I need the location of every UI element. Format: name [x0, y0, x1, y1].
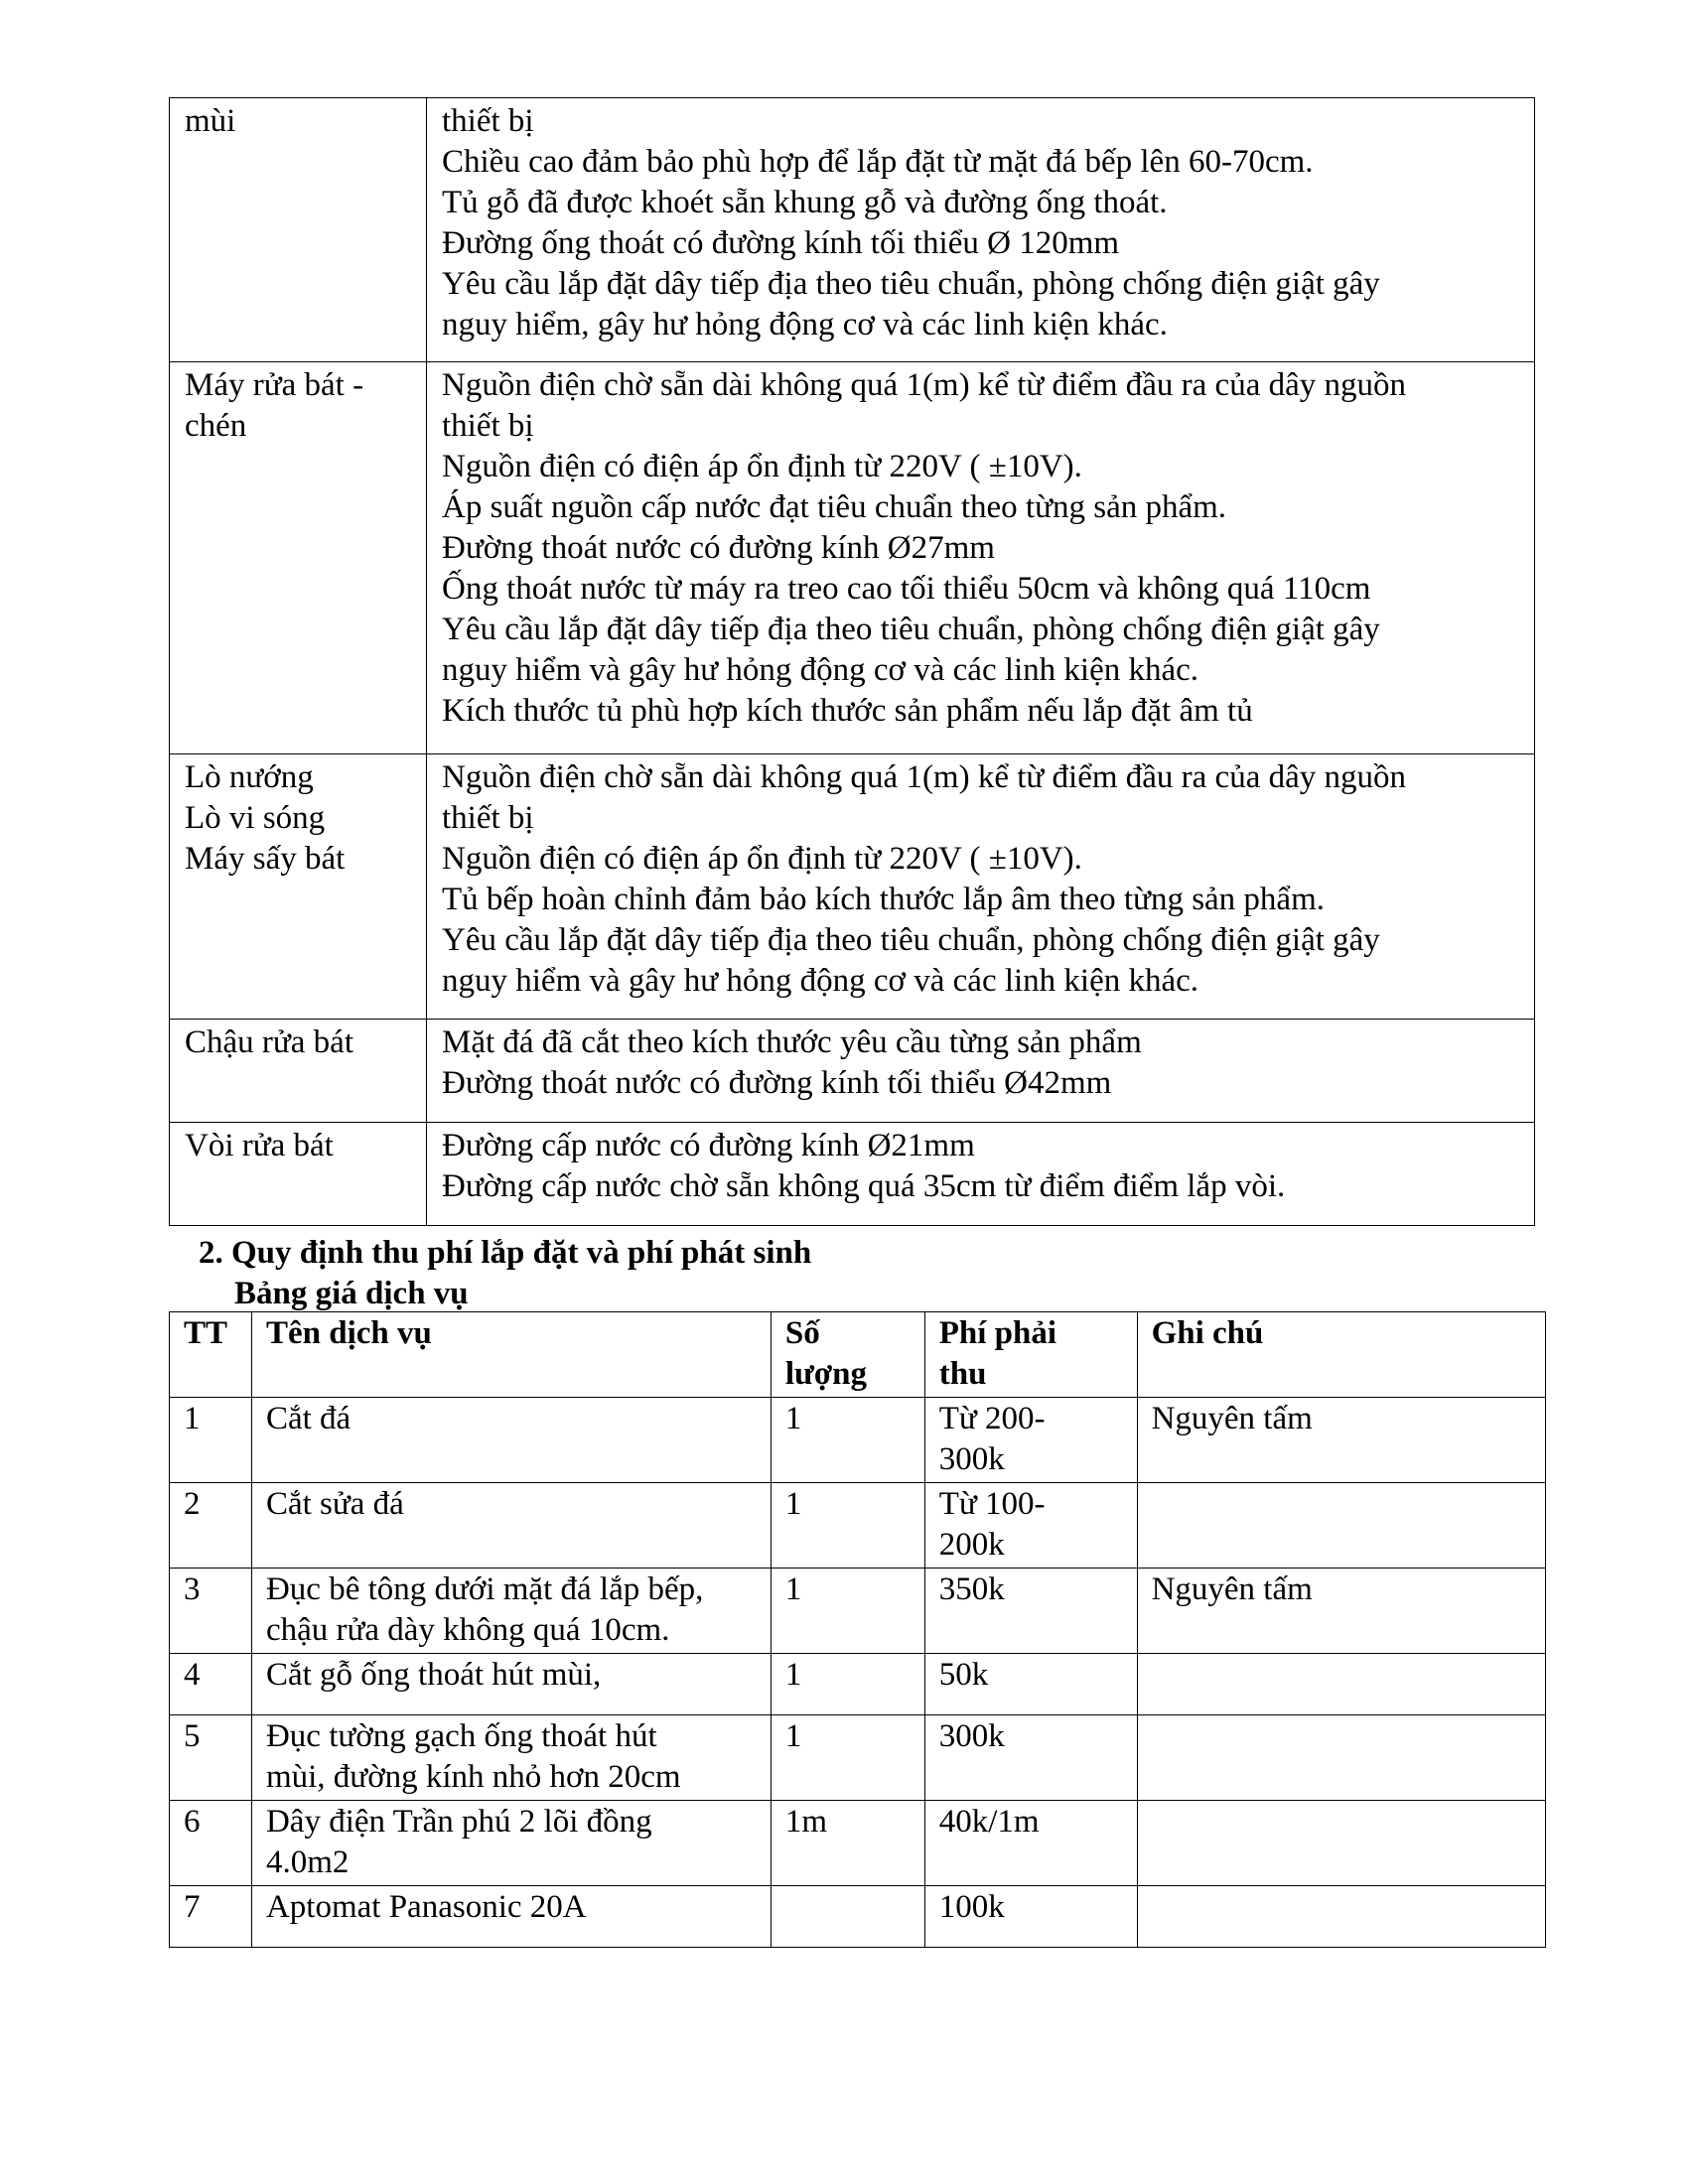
- requirement-line: Đường cấp nước chờ sẵn không quá 35cm từ điểm điểm lắp vòi.: [442, 1168, 1286, 1204]
- cell-fee: [924, 1886, 1137, 1948]
- cell-fee: [924, 1483, 1137, 1569]
- header-label: Ghi chú: [1151, 1315, 1264, 1351]
- fee-line: Từ 100-: [938, 1486, 1046, 1522]
- requirements-cell: [427, 1123, 1535, 1226]
- fee-line: 40k/1m: [938, 1804, 1040, 1840]
- cell-note: [1137, 1483, 1545, 1569]
- requirements-cell: [427, 362, 1535, 754]
- header-quantity: [771, 1312, 924, 1398]
- price-table-title: Bảng giá dịch vụ: [234, 1276, 469, 1311]
- requirement-line: Nguồn điện có điện áp ổn định từ 220V ( ±10V).: [442, 449, 1082, 484]
- table-header-row: [170, 1312, 1546, 1398]
- fee-line: 50k: [938, 1657, 989, 1693]
- requirements-cell: [427, 754, 1535, 1020]
- cell-tt: 7: [170, 1886, 252, 1948]
- service-line: Đục tường gạch ống thoát hút: [265, 1718, 657, 1754]
- cell-tt: 4: [170, 1654, 252, 1715]
- service-line: mùi, đường kính nhỏ hơn 20cm: [265, 1759, 681, 1795]
- service-line: Aptomat Panasonic 20A: [265, 1889, 587, 1925]
- device-cell: [170, 98, 427, 362]
- cell-note: [1137, 1715, 1545, 1801]
- cell-service: [251, 1483, 771, 1569]
- cell-service: [251, 1569, 771, 1654]
- device-name: Lò nướng: [185, 759, 314, 795]
- device-name: mùi: [185, 103, 236, 139]
- cell-tt: 5: [170, 1715, 252, 1801]
- table-row: [170, 1569, 1546, 1654]
- requirement-line: Đường cấp nước có đường kính Ø21mm: [442, 1128, 975, 1163]
- cell-note: Nguyên tấm: [1137, 1569, 1545, 1654]
- header-label: thu: [938, 1356, 987, 1392]
- device-name: Chậu rửa bát: [185, 1024, 353, 1060]
- requirement-line: Nguồn điện có điện áp ổn định từ 220V ( ±10V).: [442, 841, 1082, 877]
- requirement-line: Kích thước tủ phù hợp kích thước sản phẩm nếu lắp đặt âm tủ: [442, 693, 1253, 729]
- service-line: Cắt sửa đá: [265, 1486, 404, 1522]
- cell-fee: [924, 1398, 1137, 1483]
- fee-line: 300k: [938, 1441, 1005, 1477]
- requirement-line: nguy hiểm, gây hư hỏng động cơ và các linh kiện khác.: [442, 307, 1168, 342]
- cell-fee: [924, 1801, 1137, 1886]
- requirement-line: Mặt đá đã cắt theo kích thước yêu cầu từng sản phẩm: [442, 1024, 1142, 1060]
- requirement-line: nguy hiểm và gây hư hỏng động cơ và các linh kiện khác.: [442, 963, 1199, 999]
- service-line: Cắt gỗ ống thoát hút mùi,: [265, 1657, 602, 1693]
- device-cell: [170, 754, 427, 1020]
- table-row: [170, 362, 1535, 754]
- header-fee: [924, 1312, 1137, 1398]
- device-cell: [170, 1123, 427, 1226]
- price-table: [169, 1311, 1546, 1948]
- requirement-line: Nguồn điện chờ sẵn dài không quá 1(m) kể từ điểm đầu ra của dây nguồn: [442, 367, 1407, 403]
- requirement-line: Đường thoát nước có đường kính tối thiểu Ø42mm: [442, 1065, 1112, 1101]
- table-row: [170, 1483, 1546, 1569]
- requirement-line: Ống thoát nước từ máy ra treo cao tối thiểu 50cm và không quá 110cm: [442, 571, 1371, 607]
- requirement-line: Yêu cầu lắp đặt dây tiếp địa theo tiêu chuẩn, phòng chống điện giật gây: [442, 922, 1380, 958]
- table-row: [170, 1123, 1535, 1226]
- service-line: Dây điện Trần phú 2 lõi đồng: [265, 1804, 652, 1840]
- cell-tt: 3: [170, 1569, 252, 1654]
- table-row: [170, 1886, 1546, 1948]
- requirement-line: thiết bị: [442, 800, 534, 836]
- cell-quantity: 1: [771, 1654, 924, 1715]
- table-row: [170, 1398, 1546, 1483]
- device-name: Máy sấy bát: [185, 841, 346, 877]
- device-cell: [170, 1020, 427, 1123]
- service-line: chậu rửa dày không quá 10cm.: [265, 1612, 670, 1648]
- fee-line: Từ 200-: [938, 1401, 1046, 1436]
- device-name: chén: [185, 408, 247, 444]
- requirement-line: Tủ bếp hoàn chỉnh đảm bảo kích thước lắp âm theo từng sản phẩm.: [442, 882, 1326, 917]
- requirement-line: Tủ gỗ đã được khoét sẵn khung gỗ và đường ống thoát.: [442, 185, 1168, 220]
- section-heading: 2. Quy định thu phí lắp đặt và phí phát sinh: [199, 1235, 812, 1271]
- cell-fee: [924, 1654, 1137, 1715]
- cell-service: [251, 1654, 771, 1715]
- requirement-line: Yêu cầu lắp đặt dây tiếp địa theo tiêu chuẩn, phòng chống điện giật gây: [442, 612, 1380, 647]
- table-row: [170, 1654, 1546, 1715]
- table-row: [170, 1801, 1546, 1886]
- device-name: Máy rửa bát -: [185, 367, 364, 403]
- cell-tt: 2: [170, 1483, 252, 1569]
- table-row: [170, 754, 1535, 1020]
- cell-quantity: [771, 1886, 924, 1948]
- table-row: [170, 98, 1535, 362]
- device-cell: [170, 362, 427, 754]
- header-service: [251, 1312, 771, 1398]
- cell-tt: 6: [170, 1801, 252, 1886]
- cell-service: [251, 1801, 771, 1886]
- cell-quantity: 1m: [771, 1801, 924, 1886]
- requirements-cell: [427, 98, 1535, 362]
- cell-service: [251, 1398, 771, 1483]
- service-line: Cắt đá: [265, 1401, 352, 1436]
- requirement-line: Áp suất nguồn cấp nước đạt tiêu chuẩn theo từng sản phẩm.: [442, 489, 1227, 525]
- header-label: Số: [784, 1315, 820, 1351]
- cell-note: [1137, 1886, 1545, 1948]
- requirements-cell: [427, 1020, 1535, 1123]
- cell-tt: 1: [170, 1398, 252, 1483]
- requirement-line: Chiều cao đảm bảo phù hợp để lắp đặt từ mặt đá bếp lên 60-70cm.: [442, 144, 1314, 180]
- fee-line: 300k: [938, 1718, 1005, 1754]
- header-label: TT: [184, 1315, 228, 1351]
- table-row: [170, 1020, 1535, 1123]
- cell-quantity: 1: [771, 1483, 924, 1569]
- header-label: Tên dịch vụ: [265, 1315, 432, 1351]
- header-note: [1137, 1312, 1545, 1398]
- service-line: Đục bê tông dưới mặt đá lắp bếp,: [265, 1571, 704, 1607]
- device-requirements-table: [169, 97, 1535, 1226]
- requirement-line: nguy hiểm và gây hư hỏng động cơ và các linh kiện khác.: [442, 652, 1199, 688]
- fee-line: 100k: [938, 1889, 1005, 1925]
- table-row: [170, 1715, 1546, 1801]
- header-label: lượng: [784, 1356, 867, 1392]
- header-label: Phí phải: [938, 1315, 1057, 1351]
- requirement-line: thiết bị: [442, 408, 534, 444]
- cell-quantity: 1: [771, 1569, 924, 1654]
- requirement-line: Nguồn điện chờ sẵn dài không quá 1(m) kể từ điểm đầu ra của dây nguồn: [442, 759, 1407, 795]
- cell-quantity: 1: [771, 1715, 924, 1801]
- fee-line: 350k: [938, 1571, 1005, 1607]
- cell-note: [1137, 1801, 1545, 1886]
- fee-line: 200k: [938, 1527, 1005, 1563]
- header-tt: [170, 1312, 252, 1398]
- cell-service: [251, 1886, 771, 1948]
- cell-note: [1137, 1654, 1545, 1715]
- cell-fee: [924, 1715, 1137, 1801]
- requirement-line: thiết bị: [442, 103, 534, 139]
- cell-service: [251, 1715, 771, 1801]
- device-name: Lò vi sóng: [185, 800, 326, 836]
- cell-fee: [924, 1569, 1137, 1654]
- device-name: Vòi rửa bát: [185, 1128, 334, 1163]
- cell-quantity: 1: [771, 1398, 924, 1483]
- requirement-line: Đường ống thoát có đường kính tối thiểu Ø 120mm: [442, 225, 1120, 261]
- cell-note: Nguyên tấm: [1137, 1398, 1545, 1483]
- requirement-line: Yêu cầu lắp đặt dây tiếp địa theo tiêu chuẩn, phòng chống điện giật gây: [442, 266, 1380, 302]
- service-line: 4.0m2: [265, 1844, 350, 1880]
- requirement-line: Đường thoát nước có đường kính Ø27mm: [442, 530, 995, 566]
